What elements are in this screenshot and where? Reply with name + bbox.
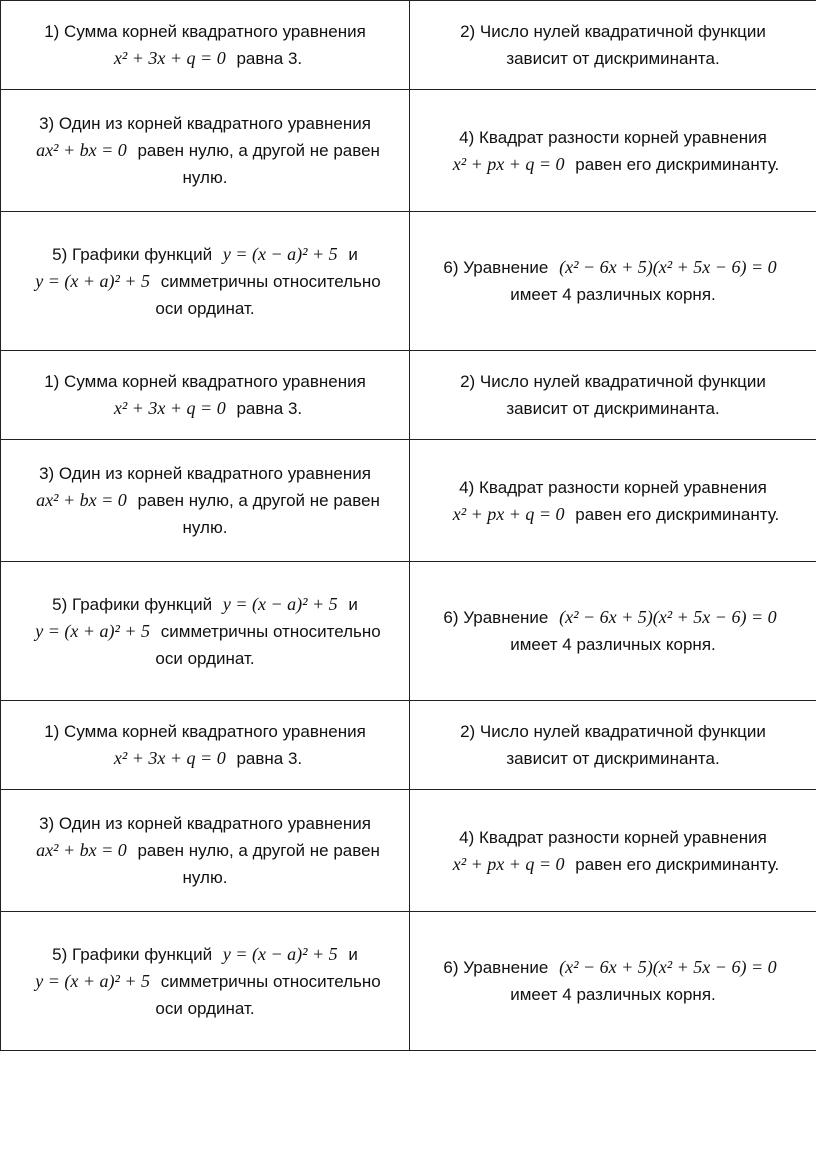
statement-1-cell <box>1 351 410 440</box>
statement-3-tail-2: нулю. <box>182 518 228 537</box>
statement-5-tail-2: оси ординат. <box>155 298 255 318</box>
statement-6-equation: (x² − 6x + 5)(x² + 5x − 6) = 0 <box>559 957 777 977</box>
statement-5-label: 5) Графики функций <box>52 944 213 964</box>
statement-5-tail-1: симметричны относительно <box>160 971 381 991</box>
statement-1-tail: равна 3. <box>236 49 303 68</box>
statement-1-label: 1) Сумма корней квадратного уравнения <box>44 722 366 741</box>
statement-4-tail: равен его дискриминанту. <box>575 154 780 174</box>
statement-4-equation: x² + px + q = 0 <box>452 853 565 874</box>
statement-4-label: 4) Квадрат разности корней уравнения <box>459 827 767 847</box>
statement-4-equation: x² + px + q = 0 <box>452 503 565 524</box>
statement-5-tail-1: симметричны относительно <box>160 271 381 291</box>
card-row-statements-3-4 <box>1 790 816 912</box>
statement-5-conjunction: и <box>348 944 358 964</box>
statement-3-tail-1: равен нулю, а другой не равен <box>137 841 380 860</box>
statement-2-tail: зависит от дискриминанта. <box>506 749 720 768</box>
statement-5-cell <box>1 912 410 1051</box>
statement-5-equation-2: y = (x + a)² + 5 <box>35 970 151 991</box>
statement-4-tail: равен его дискриминанту. <box>575 504 780 524</box>
statement-5-equation-2: y = (x + a)² + 5 <box>35 620 151 641</box>
statement-3-tail-1: равен нулю, а другой не равен <box>137 141 380 160</box>
card-row-statements-3-4 <box>1 440 816 562</box>
statement-5-cell <box>1 562 410 701</box>
statement-5-tail-1: симметричны относительно <box>160 621 381 641</box>
statement-6-label: 6) Уравнение <box>443 958 549 977</box>
statement-1-label: 1) Сумма корней квадратного уравнения <box>44 22 366 41</box>
statement-2-tail: зависит от дискриминанта. <box>506 399 720 418</box>
statement-6-cell <box>410 912 816 1051</box>
statement-3-equation: ax² + bx = 0 <box>36 840 127 860</box>
statement-5-tail-2: оси ординат. <box>155 648 255 668</box>
statement-6-label: 6) Уравнение <box>443 608 549 627</box>
statement-2-tail: зависит от дискриминанта. <box>506 49 720 68</box>
statement-1-cell <box>1 701 410 790</box>
statement-2-cell <box>410 701 816 790</box>
statement-6-cell <box>410 562 816 701</box>
statement-5-equation-1: y = (x − a)² + 5 <box>222 943 338 964</box>
statement-5-equation-2: y = (x + a)² + 5 <box>35 270 151 291</box>
card-row-statements-3-4 <box>1 90 816 212</box>
statement-3-cell <box>1 440 410 562</box>
statement-1-equation: x² + 3x + q = 0 <box>113 748 226 768</box>
statement-4-label: 4) Квадрат разности корней уравнения <box>459 477 767 497</box>
statement-3-label: 3) Один из корней квадратного уравнения <box>39 114 371 133</box>
statement-1-label: 1) Сумма корней квадратного уравнения <box>44 372 366 391</box>
statement-5-label: 5) Графики функций <box>52 244 213 264</box>
statement-5-conjunction: и <box>348 244 358 264</box>
statement-2-label: 2) Число нулей квадратичной функции <box>460 722 766 741</box>
statement-3-equation: ax² + bx = 0 <box>36 140 127 160</box>
statement-6-equation: (x² − 6x + 5)(x² + 5x − 6) = 0 <box>559 607 777 627</box>
statement-5-equation-1: y = (x − a)² + 5 <box>222 243 338 264</box>
statement-1-equation: x² + 3x + q = 0 <box>113 48 226 68</box>
card-row-statements-1-2 <box>1 1 816 90</box>
statement-3-equation: ax² + bx = 0 <box>36 490 127 510</box>
statement-3-label: 3) Один из корней квадратного уравнения <box>39 464 371 483</box>
statement-3-tail-2: нулю. <box>182 168 228 187</box>
statement-3-label: 3) Один из корней квадратного уравнения <box>39 814 371 833</box>
statement-5-equation-1: y = (x − a)² + 5 <box>222 593 338 614</box>
statement-4-cell <box>410 790 816 912</box>
statement-6-equation: (x² − 6x + 5)(x² + 5x − 6) = 0 <box>559 257 777 277</box>
statement-5-conjunction: и <box>348 594 358 614</box>
statement-1-tail: равна 3. <box>236 749 303 768</box>
statement-6-tail: имеет 4 различных корня. <box>510 635 716 654</box>
card-row-statements-5-6 <box>1 562 816 701</box>
card-row-statements-5-6 <box>1 212 816 351</box>
statement-4-tail: равен его дискриминанту. <box>575 854 780 874</box>
statement-6-cell <box>410 212 816 351</box>
statement-2-label: 2) Число нулей квадратичной функции <box>460 22 766 41</box>
statement-4-equation: x² + px + q = 0 <box>452 153 565 174</box>
statement-4-label: 4) Квадрат разности корней уравнения <box>459 127 767 147</box>
statement-4-cell <box>410 90 816 212</box>
card-row-statements-1-2 <box>1 701 816 790</box>
statement-4-cell <box>410 440 816 562</box>
statement-2-label: 2) Число нулей квадратичной функции <box>460 372 766 391</box>
statement-3-cell <box>1 90 410 212</box>
statement-5-cell <box>1 212 410 351</box>
statement-5-tail-2: оси ординат. <box>155 998 255 1018</box>
statement-6-tail: имеет 4 различных корня. <box>510 985 716 1004</box>
cards-body <box>1 1 816 1051</box>
statement-1-cell <box>1 1 410 90</box>
statement-5-label: 5) Графики функций <box>52 594 213 614</box>
statement-1-tail: равна 3. <box>236 399 303 418</box>
statement-3-tail-2: нулю. <box>182 868 228 887</box>
statement-6-label: 6) Уравнение <box>443 258 549 277</box>
statement-3-tail-1: равен нулю, а другой не равен <box>137 491 380 510</box>
card-row-statements-5-6 <box>1 912 816 1051</box>
statement-2-cell <box>410 1 816 90</box>
card-row-statements-1-2 <box>1 351 816 440</box>
statement-2-cell <box>410 351 816 440</box>
statement-6-tail: имеет 4 различных корня. <box>510 285 716 304</box>
statement-1-equation: x² + 3x + q = 0 <box>113 398 226 418</box>
statement-3-cell <box>1 790 410 912</box>
